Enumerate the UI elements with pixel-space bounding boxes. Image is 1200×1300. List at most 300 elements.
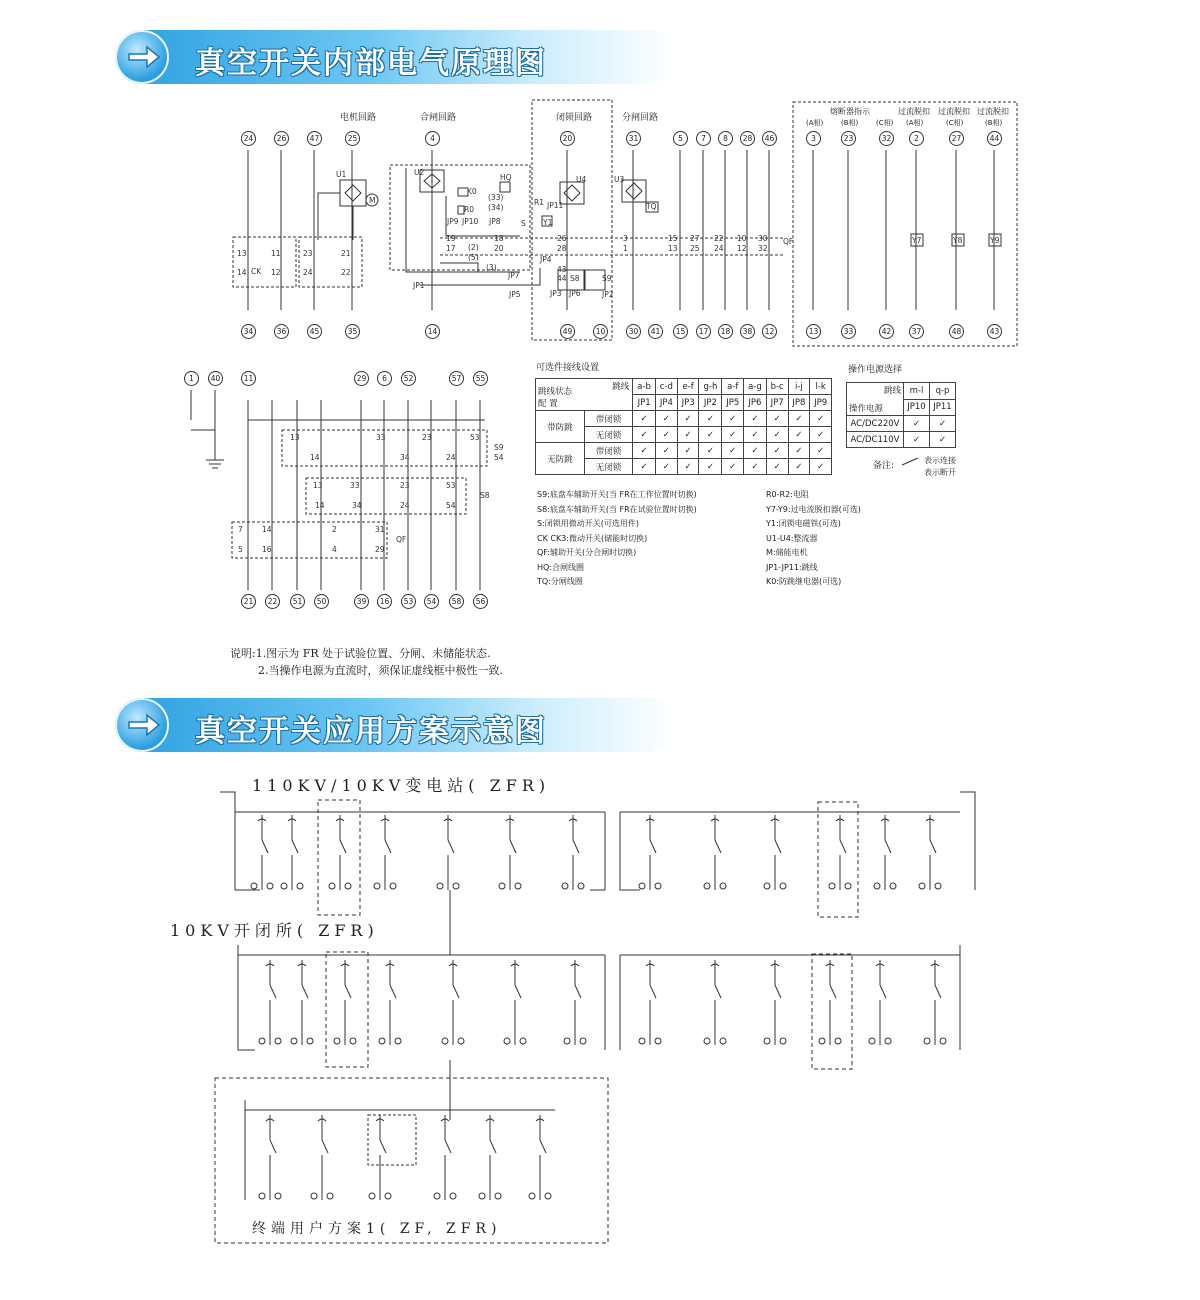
terminal-node: 23 [841,131,856,146]
component-label: U2 [414,168,425,177]
overcurrent-2-label: 过流脱扣 [938,107,970,116]
switch-contact-label: 34 [400,453,410,462]
terminal-node: 27 [949,131,964,146]
feeder-symbol [311,1193,317,1199]
feeder-symbol [780,1038,786,1044]
switching-station-label: 10KV开闭所( ZFR) [170,921,379,940]
legend-item: S8:底盘车辅助开关(当 FR在试验位置时切换) [537,504,697,514]
contact-label: 20 [494,244,504,253]
switch-contact-label: 14 [310,453,320,462]
feeder-symbol [578,883,584,889]
terminal-node: 30 [626,324,641,339]
power-table-caption: 操作电源选择 [848,365,903,375]
feeder-symbol [275,1193,281,1199]
table-mark: ✓ [633,427,656,443]
contact-label: 26 [557,234,567,243]
component-label: HQ [500,173,512,182]
feeder-symbol [445,1140,451,1153]
feeder-symbol [385,840,391,853]
overcurrent-b-label: (B相) [985,119,1003,127]
switch-contact-label: 23 [422,433,432,442]
feeder-symbol [580,1038,586,1044]
legend-item: Y7-Y9:过电流脱扣器(可选) [766,504,861,514]
feeder-symbol [835,1038,841,1044]
feeder-symbol [930,840,936,853]
contact-label: 15 [668,234,678,243]
terminal-node: 15 [673,324,688,339]
power-supply-table [846,382,956,448]
switch-contact-label: 13 [290,433,300,442]
contact-label: 11 [271,249,281,258]
power-corner [847,383,904,416]
switch-contact-label: 13 [313,481,323,490]
feeder-symbol [453,985,459,998]
component-label: TQ [646,202,657,211]
switch-contact-label: 14 [262,525,272,534]
legend-item: HQ:合闸线圈 [537,562,585,572]
switch-contact-label: 31 [375,525,385,534]
overcurrent-a-label: (A相) [906,119,924,127]
contact-label: 12 [737,244,747,253]
feeder-symbol [775,985,781,998]
note-label: 备注: [873,461,895,471]
component-label: JP1 [413,281,425,290]
feeder-symbol [704,1038,710,1044]
table-mark: ✓ [722,411,744,427]
legend-item: U1-U4:整流器 [766,533,818,543]
table-mark: ✓ [699,411,722,427]
optional-table-caption: 可选件接线设置 [536,363,600,373]
feeder-symbol [510,840,516,853]
fuse-b-label: (B相) [841,119,859,127]
legend-item: R0-R2:电阻 [766,490,809,499]
feeder-symbol [885,1038,891,1044]
table-jumper: JP1 [633,395,656,411]
feeder-symbol [885,840,891,853]
terminal-node: 57 [449,371,464,386]
switch-contact-label: 14 [315,501,325,510]
note-open: 表示断开 [924,468,956,477]
terminal-node: 49 [560,324,575,339]
table-header: c-d [655,379,677,395]
table-mark: ✓ [766,443,788,459]
switch-contact-label: 33 [350,481,360,490]
feeder-symbol [329,883,335,889]
terminal-node: 8 [718,131,733,146]
feeder-symbol [575,985,581,998]
terminal-node: 24 [241,131,256,146]
note-line-1: 说明:1.图示为 FR 处于试验位置、分闸、未储能状态. [230,647,491,660]
contact-label: 43 [557,265,567,274]
feeder-symbol [270,1140,276,1153]
feeder-symbol [545,1193,551,1199]
feeder-symbol [515,985,521,998]
feeder-symbol [515,883,521,889]
feeder-symbol [499,883,505,889]
switch-contact-label: 54 [494,453,504,462]
table-mark: ✓ [744,443,767,459]
feeder-symbol [495,1193,501,1199]
component-label: JP4 [540,255,552,264]
component-label: S [521,219,526,228]
legend-right [766,488,861,590]
feeder-symbol [562,883,568,889]
table-mark: ✓ [655,443,677,459]
power-mark: ✓ [930,416,956,432]
power-corner-top: 跳线 [883,386,901,396]
component-label: Y7 [912,236,922,245]
component-label: M [369,196,376,205]
terminal-node: 26 [274,131,289,146]
legend-item: S:闭锁用微动开关(可选用件) [537,519,640,528]
table-mark: ✓ [699,459,722,475]
switch-contact-label: 24 [400,501,410,510]
terminal-node: 28 [740,131,755,146]
close-loop-label: 合闸回路 [420,113,457,123]
component-label: K0 [467,187,477,196]
feeder-symbol [275,1038,281,1044]
switch-contact-label: 54 [446,501,456,510]
terminal-node: 6 [377,371,392,386]
note-connect: 表示连接 [924,456,956,465]
component-label: Y1 [543,218,553,227]
section-title: 真空开关内部电气原理图 [195,46,547,81]
legend-item: CK CK3:微动开关(储能时切换) [537,533,648,543]
terminal-node: 52 [401,371,416,386]
terminal-node: 50 [314,594,329,609]
notes [230,645,503,679]
feeder-symbol [564,1038,570,1044]
terminal-node: 17 [696,324,711,339]
terminal-node: 14 [425,324,440,339]
terminal-node: 55 [473,371,488,386]
table-mark: ✓ [788,411,810,427]
feeder-symbol [880,985,886,998]
feeder-symbol [369,1193,375,1199]
terminal-node: 22 [265,594,280,609]
component-label: U1 [336,170,347,179]
contact-label: 21 [341,249,351,258]
terminal-node: 41 [648,324,663,339]
table-header: a-b [633,379,656,395]
contact-label: 22 [341,268,351,277]
table-corner [536,379,633,411]
feeder-symbol [292,840,298,853]
power-row-label: AC/DC110V [847,432,904,448]
feeder-symbol [281,883,287,889]
feeder-symbol [935,883,941,889]
contact-label: 13 [237,249,247,258]
contact-label: 28 [557,244,567,253]
open-loop-label: 分闸回路 [622,113,659,123]
table-subrow: 带闭锁 [584,443,633,459]
legend-item: K0:防跳继电器(可选) [766,577,842,586]
component-label: CK [251,267,262,276]
switch-contact-label: 53 [446,481,456,490]
contact-label: 12 [271,268,281,277]
table-header: i-j [788,379,810,395]
contact-label: 24 [714,244,724,253]
feeder-symbol [380,1140,386,1153]
fuse-c-label: (C相) [876,119,894,127]
terminal-node: 33 [841,324,856,339]
terminal-node: 47 [307,131,322,146]
table-mark: ✓ [677,459,699,475]
connect-symbol-icon [900,455,922,467]
feeder-symbol [350,1038,356,1044]
terminal-node: 25 [345,131,360,146]
feeder-symbol [379,1038,385,1044]
switch-contact-label: 29 [375,545,385,554]
terminal-node: 5 [673,131,688,146]
terminal-node: 7 [696,131,711,146]
terminal-node: 31 [626,131,641,146]
table-mark: ✓ [655,411,677,427]
power-mark: ✓ [930,432,956,448]
feeder-symbol [720,1038,726,1044]
terminal-node: 21 [241,594,256,609]
table-jumper: JP6 [744,395,767,411]
contact-label: 10 [737,234,747,243]
component-label: R0 [464,205,474,214]
contact-label: 30 [758,234,768,243]
switch-contact-label: 4 [332,545,337,554]
legend-item: Y1:闭锁电磁铁(可选) [766,519,841,528]
component-label: JP3 [550,289,562,298]
table-header: g-h [699,379,722,395]
table-mark: ✓ [677,411,699,427]
feeder-symbol [639,883,645,889]
feeder-symbol [540,1140,546,1153]
component-label: JP2 [602,290,614,299]
component-label: JP5 [509,290,521,299]
power-row-label: AC/DC220V [847,416,904,432]
feeder-symbol [345,883,351,889]
terminal-node: 4 [425,131,440,146]
switch-contact-label: 7 [238,525,243,534]
feeder-symbol [345,985,351,998]
corner-top: 跳线 [612,382,630,392]
feeder-symbol [322,1140,328,1153]
corner-bottom: 配 置 [538,399,558,409]
terminal-node: 39 [354,594,369,609]
legend-item: JP1-JP11:跳线 [766,562,818,572]
switch-contact-label: 2 [332,525,337,534]
table-mark: ✓ [744,411,767,427]
feeder-symbol [639,1038,645,1044]
table-mark: ✓ [633,459,656,475]
legend-item: S9:底盘车辅助开关(当 FR在工作位置时切换) [537,490,697,499]
feeder-symbol [919,883,925,889]
power-mark: ✓ [904,416,930,432]
power-header: q-p [930,383,956,400]
power-corner-bottom: 操作电源 [849,404,884,414]
optional-wiring-table [535,378,832,475]
switch-contact-label: 34 [352,501,362,510]
motor-loop-label: 电机回路 [340,113,377,123]
switch-contact-label: S8 [480,491,490,500]
feeder-symbol [385,1193,391,1199]
terminal-node: 37 [909,324,924,339]
feeder-symbol [340,840,346,853]
contact-label: (34) [488,203,504,212]
contact-label: (2) [468,243,479,252]
table-subrow: 无闭锁 [584,427,633,443]
contact-label: 1 [623,244,628,253]
table-header: e-f [677,379,699,395]
component-label: JP7 [508,271,520,280]
section-banner-2 [115,698,675,752]
component-label: S8 [570,274,580,283]
contact-label: 24 [303,268,313,277]
table-mark: ✓ [699,427,722,443]
corner-mid: 跳线状态 [538,387,573,397]
feeder-symbol [270,985,276,998]
contact-label: 14 [237,268,247,277]
arrow-circle-icon [115,698,169,752]
terminal-node: 2 [909,131,924,146]
table-group: 无防跳 [536,443,585,475]
terminal-node: 3 [806,131,821,146]
feeder-symbol [259,1038,265,1044]
feeder-symbol [869,1038,875,1044]
feeder-symbol [262,840,268,853]
note-line-2: 2.当操作电源为直流时，须保证虚线框中极性一致. [258,664,503,677]
switch-contact-label: 5 [238,545,243,554]
feeder-symbol [490,1140,496,1153]
table-mark: ✓ [633,443,656,459]
table-mark: ✓ [766,427,788,443]
terminal-node: 45 [307,324,322,339]
terminal-node: 58 [449,594,464,609]
table-mark: ✓ [699,443,722,459]
table-mark: ✓ [810,427,832,443]
feeder-symbol [327,1193,333,1199]
legend-item: QF:辅助开关(分合闸时切换) [537,548,637,557]
feeder-symbol [655,1038,661,1044]
table-mark: ✓ [810,459,832,475]
contact-label: 3 [623,234,628,243]
feeder-symbol [302,985,308,998]
power-header: m-l [904,383,930,400]
terminal-node: 1 [184,371,199,386]
component-label: U4 [576,175,587,184]
power-jumper: JP11 [930,399,956,416]
table-mark: ✓ [810,443,832,459]
table-mark: ✓ [788,443,810,459]
table-group: 带防跳 [536,411,585,443]
terminal-node: 43 [987,324,1002,339]
table-mark: ✓ [722,427,744,443]
component-label: JP10 [462,217,479,226]
feeder-symbol [715,840,721,853]
feeder-symbol [840,840,846,853]
feeder-symbol [291,1038,297,1044]
component-label: JP6 [569,289,581,298]
lock-loop-label: 闭锁回路 [556,113,593,123]
contact-label: 27 [690,234,700,243]
contact-label: 22 [714,234,724,243]
terminal-node: 34 [241,324,256,339]
table-jumper: JP9 [810,395,832,411]
component-label: S9 [602,274,612,283]
component-label: R1 [534,198,544,207]
terminal-node: 40 [208,371,223,386]
feeder-symbol [650,985,656,998]
table-jumper: JP8 [788,395,810,411]
feeder-symbol [924,1038,930,1044]
section-title: 真空开关应用方案示意图 [195,714,547,749]
terminal-node: 12 [762,324,777,339]
contact-label: 25 [690,244,700,253]
contact-label: (5) [468,253,479,262]
terminal-node: 53 [401,594,416,609]
feeder-symbol [715,985,721,998]
table-jumper: JP7 [766,395,788,411]
component-label: Y8 [953,236,963,245]
table-mark: ✓ [744,427,767,443]
contact-label: (33) [488,193,504,202]
table-jumper: JP3 [677,395,699,411]
switch-contact-label: QF [396,535,407,544]
feeder-symbol [720,883,726,889]
table-mark: ✓ [766,459,788,475]
table-jumper: JP5 [722,395,744,411]
switch-contact-label: S9 [494,443,504,452]
component-label: Y9 [990,236,1000,245]
terminal-node: 38 [740,324,755,339]
feeder-symbol [453,883,459,889]
feeder-symbol [890,883,896,889]
table-mark: ✓ [788,427,810,443]
feeder-symbol [390,985,396,998]
terminal-node: 44 [987,131,1002,146]
table-header: l-k [810,379,832,395]
table-header: a-g [744,379,767,395]
table-mark: ✓ [677,427,699,443]
contact-label: (3) [486,263,497,272]
overcurrent-c-label: (C相) [946,119,964,127]
power-jumper: JP10 [904,399,930,416]
feeder-symbol [704,883,710,889]
contact-label: 23 [303,249,313,258]
feeder-symbol [775,840,781,853]
table-jumper: JP2 [699,395,722,411]
switch-contact-label: 23 [400,481,410,490]
application-scheme-diagram [0,760,1200,1300]
terminal-node: 42 [879,324,894,339]
feeder-symbol [395,1038,401,1044]
table-mark: ✓ [722,443,744,459]
feeder-symbol [442,1038,448,1044]
feeder-symbol [390,883,396,889]
table-mark: ✓ [788,459,810,475]
feeder-symbol [374,883,380,889]
feeder-symbol [573,840,579,853]
feeder-symbol [764,883,770,889]
fuse-indicator-label: 熔断器指示 [830,107,870,116]
feeder-symbol [307,1038,313,1044]
contact-label: 17 [446,244,456,253]
feeder-symbol [940,1038,946,1044]
feeder-symbol [297,883,303,889]
component-label: JP9 [447,217,459,226]
legend-item: TQ:分闸线圈 [537,577,583,586]
fuse-a-label: (A相) [806,119,824,127]
legend-left [537,488,697,590]
terminal-node: 32 [879,131,894,146]
switch-contact-label: 33 [376,433,386,442]
